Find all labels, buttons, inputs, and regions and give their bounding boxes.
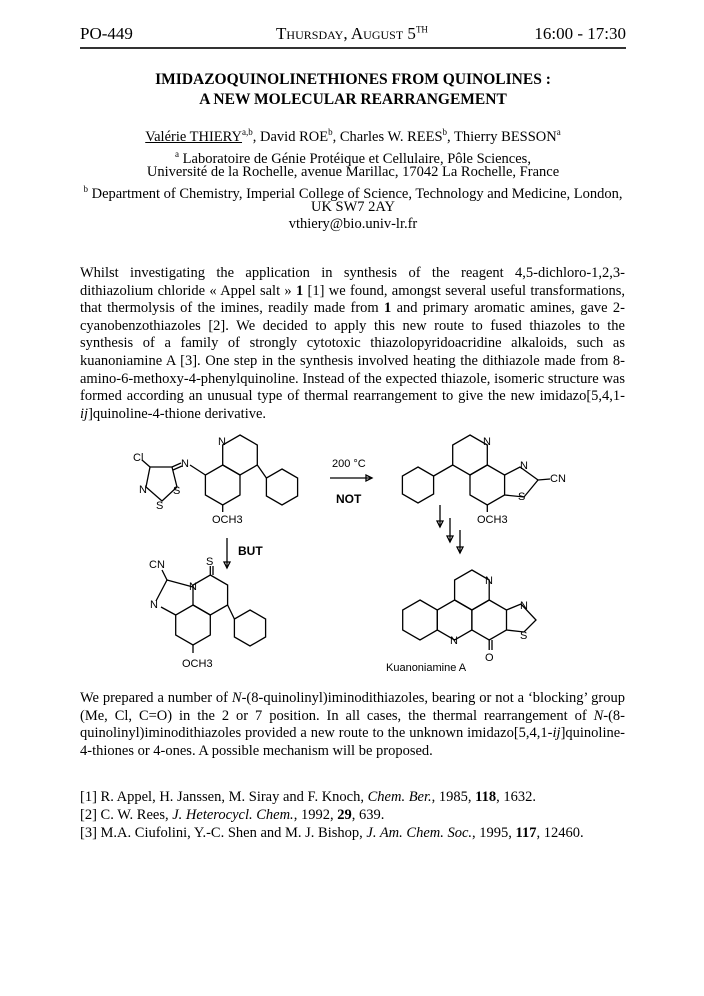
atom-label: N (150, 599, 158, 611)
bond (257, 465, 266, 478)
ref-text: [1] R. Appel, H. Janssen, M. Siray and F. Knoch, (80, 789, 368, 805)
paragraph-results (80, 690, 625, 760)
session-time: 16:00 - 17:30 (534, 24, 626, 43)
aff-text: Laboratoire de Génie Protéique et Cellulaire, Pôle Sciences, (182, 150, 531, 167)
bond (162, 570, 167, 580)
author-sup: b (442, 127, 448, 137)
ref-volume: 117 (515, 825, 537, 841)
pyridine-ring (223, 435, 258, 475)
text: Whilst investigating the application in synthesis of the reagent 4,5-dichloro-1,2,3-dithiazolium chloride « Appel salt » (80, 265, 625, 299)
affiliation-a-2: Université de la Rochelle, avenue Marillac, 17042 La Rochelle, France (146, 164, 560, 180)
text: ]quinoline-4-thione derivative. (88, 405, 267, 422)
bond (434, 465, 453, 476)
atom-label: N (139, 484, 147, 496)
author-sup: a (556, 127, 561, 137)
compound-ref: 1 (384, 300, 392, 317)
day-text: Thursday, August 5 (276, 24, 416, 43)
phenyl-ring (402, 467, 433, 503)
text: ]quinoline-4-thiones or 4-ones. A possible mechanism will be proposed. (80, 725, 625, 759)
text: -(8-quinolinyl)iminodithiazoles provided a new route to the unknown imidazo[5,4,1- (80, 707, 625, 742)
reference-1 (80, 789, 536, 807)
author-name: Charles W. REES (339, 128, 443, 145)
ref-journal: J. Am. Chem. Soc. (366, 825, 473, 841)
ref-text: , 12460. (536, 825, 584, 841)
text: -(8-quinolinyl)iminodithiazoles, bearing or not a ‘blocking’ group (Me, Cl, C=O) in the 2 or 7 position. In all cases, the thermal rearrangement of (80, 690, 625, 724)
paragraph-intro (80, 265, 625, 423)
ref-journal: J. Heterocycl. Chem. (172, 807, 294, 823)
benzo-ring (205, 465, 240, 505)
pyridinethione-ring (193, 575, 228, 615)
atom-label: S (518, 491, 526, 503)
day-sup: TH (415, 24, 428, 35)
atom-label: N (218, 436, 226, 448)
pyridine-ring (455, 570, 490, 610)
imidazole-ring (156, 580, 193, 601)
benzo-ring (176, 605, 211, 645)
ref-text: , 1995, (472, 825, 516, 841)
atom-label: S (206, 556, 214, 568)
authors: Valérie THIERY$^{a,b}$, David ROE$^b$, Charles W. REES$^b$, Thierry BESSON$^a$ (145, 127, 561, 145)
italic: ij (552, 725, 561, 742)
bond (228, 605, 235, 619)
benzo-ring (403, 600, 438, 640)
ref-volume: 118 (475, 789, 497, 805)
ref-text: , 1992, (293, 807, 338, 823)
italic: ij (80, 405, 89, 422)
acridine-ring (437, 600, 472, 640)
reaction-scheme (120, 415, 600, 685)
phenyl-ring (234, 610, 265, 646)
aff-text: Department of Chemistry, Imperial College of Science, Technology and Medicine, London, (91, 185, 623, 202)
bond (190, 465, 205, 475)
author-name: David ROE (260, 128, 329, 145)
author-sup: a,b (242, 127, 253, 137)
email[interactable]: vthiery@bio.univ-lr.fr (288, 216, 418, 232)
atom-label: S (173, 485, 181, 497)
text: We prepared a number of (80, 690, 232, 706)
compound-ref: 1 (295, 282, 304, 299)
title-line-1: IMIDAZOQUINOLINETHIONES FROM QUINOLINES : (155, 71, 551, 88)
bond (538, 479, 550, 480)
aff-sup: a (175, 149, 180, 159)
atom-label: N (450, 635, 458, 647)
ref-volume: 29 (337, 807, 352, 823)
ref-text: , 639. (351, 807, 385, 823)
but-label: BUT (238, 544, 263, 558)
atom-label: N (520, 460, 528, 472)
methoxy-label: OCH3 (182, 658, 213, 670)
author-name: Valérie THIERY (145, 128, 243, 145)
ref-text: , 1985, (431, 789, 476, 805)
text: [1] we found, amongst several useful transformations, that thermolysis of the imines, readily made from (80, 282, 625, 317)
reference-2 (80, 807, 384, 825)
ref-text: , 1632. (496, 789, 536, 805)
methoxy-label: OCH3 (477, 514, 508, 526)
italic: N (231, 690, 242, 706)
methoxy-label: OCH3 (212, 514, 243, 526)
poster-id: PO-449 (80, 24, 133, 43)
condition-label: 200 °C (332, 458, 366, 470)
atom-label: N (520, 600, 528, 612)
atom-label: S (520, 630, 528, 642)
cyano-label: CN (149, 559, 165, 571)
atom-label: S (156, 500, 164, 512)
text: and primary aromatic amines, gave 2-cyanobenzothiazoles [2]. We decided to apply this new route to fused thiazoles to the synthesis of a family of strongly cytotoxic thiazolopyridoacridine alkaloids, such as kuanoniamine A [3]. One step in the synthesis involved heating the dithiazole made from 8-amino-6-methoxy-4-phenylquinoline. Instead of the expected thiazole, isomeric structure was formed according an unusual type of thermal rearrangement to give the new imidazo[5,4,1- (80, 300, 625, 405)
benzo-ring (470, 465, 505, 505)
title-line-2: A NEW MOLECULAR REARRANGEMENT (199, 91, 507, 108)
ref-journal: Chem. Ber. (367, 789, 432, 805)
atom-label: N (181, 458, 189, 470)
cyano-label: CN (550, 473, 566, 485)
header-rule (80, 47, 626, 49)
affiliation-b-2: UK SW7 2AY (310, 199, 396, 215)
author-name: Thierry BESSON (454, 128, 557, 145)
atom-label: N (189, 581, 197, 593)
product-name: Kuanoniamine A (386, 662, 467, 674)
not-label: NOT (336, 492, 362, 506)
atom-label: Cl (133, 452, 144, 464)
author-sup: b (328, 127, 333, 137)
atom-label: O (485, 652, 494, 664)
atom-label: N (485, 575, 493, 587)
italic: N (593, 707, 604, 724)
atom-label: N (483, 436, 491, 448)
ref-text: [3] M.A. Ciufolini, Y.-C. Shen and M. J. Bishop, (80, 825, 367, 841)
ring (472, 600, 507, 640)
phenyl-ring (266, 469, 297, 505)
aff-sup: b (83, 184, 88, 194)
bond (161, 607, 176, 615)
ref-text: [2] C. W. Rees, (80, 807, 173, 823)
reference-3 (80, 825, 584, 843)
